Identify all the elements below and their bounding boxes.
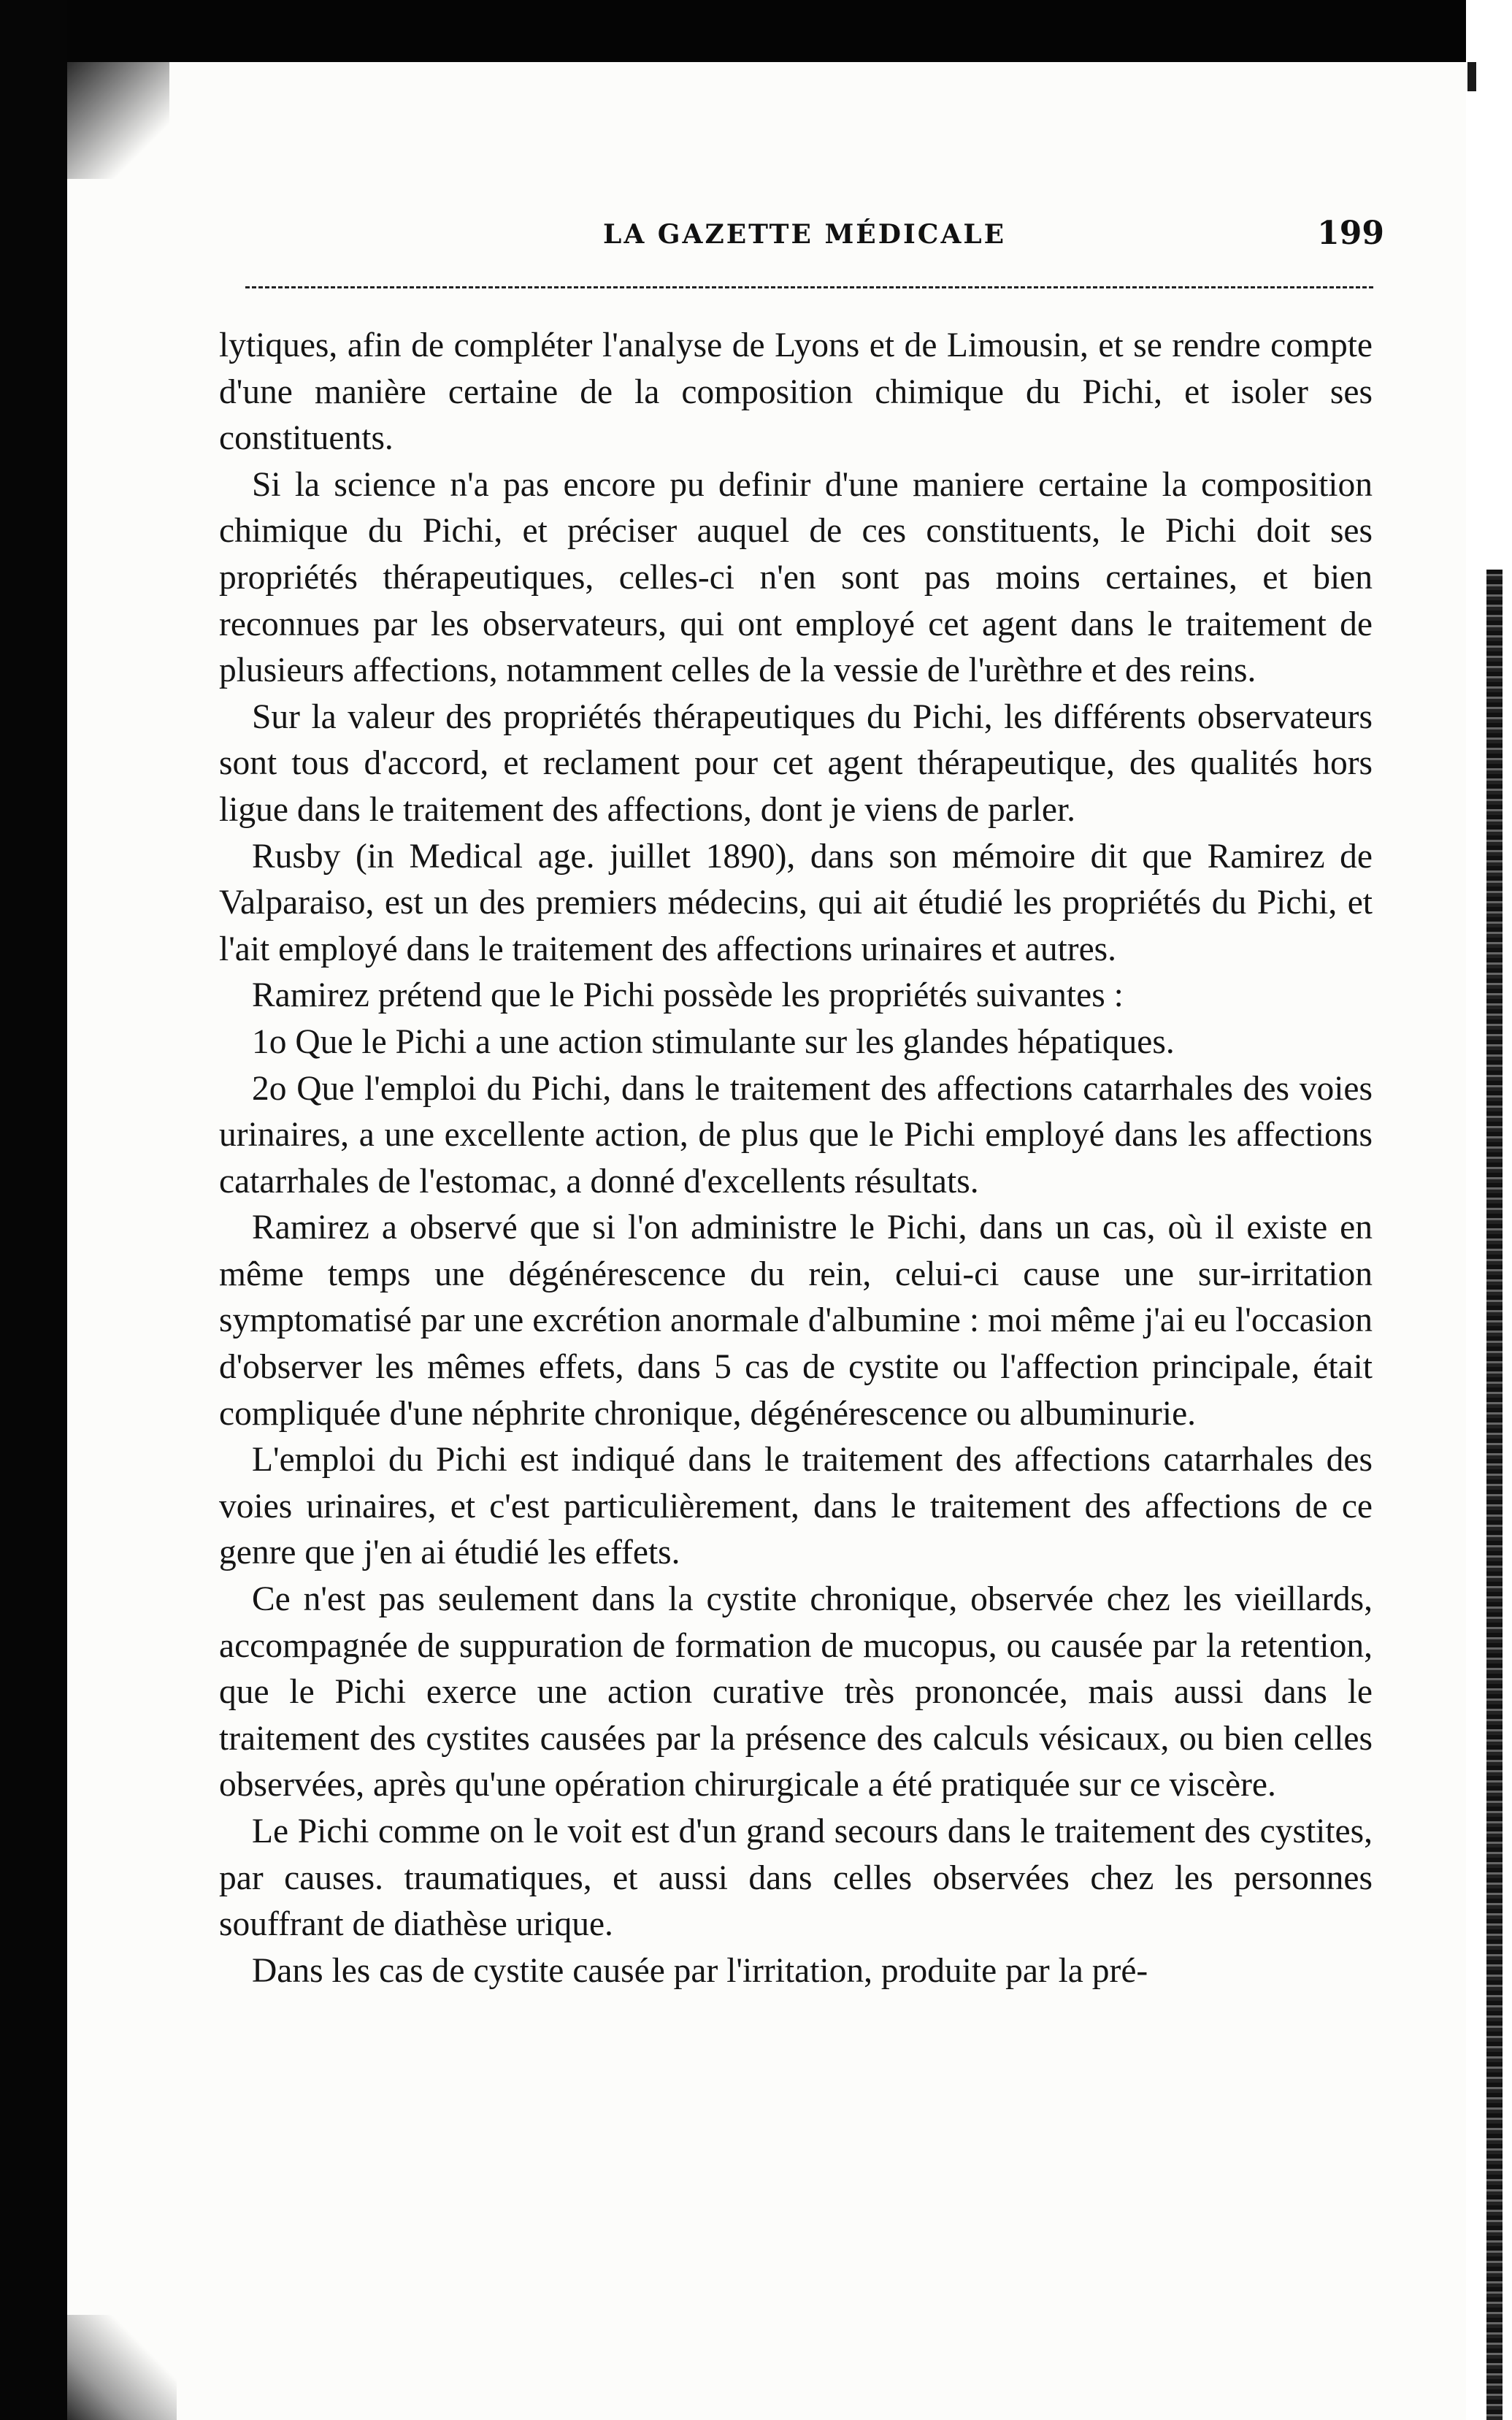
paragraph: 1o Que le Pichi a une action stimulante sur les glandes hépatiques.	[252, 1022, 1175, 1061]
paragraph: Si la science n'a pas encore pu definir d'une maniere certaine la composition chimique du Pichi, et préciser auquel de ces constituents, le Pichi doit ses propriétés thérapeutiques, celles-ci n'en sont pas moins certaines, et bien reconnues par les observateurs, qui ont employé cet agent dans le traitement de plusieurs affections, notamment celles de la vessie de l'urèthre et des reins.	[219, 465, 1373, 690]
paragraph: 2o Que l'emploi du Pichi, dans le traitement des affections catarrhales des voies urinaires, a une excellente action, de plus que le Pichi employé dans les affections catarrhales de l'estomac, a donné d'excellents résultats.	[219, 1069, 1373, 1201]
running-header	[245, 215, 1384, 263]
scan-border-top	[0, 0, 1512, 62]
paragraph: Dans les cas de cystite causée par l'irritation, produite par la pré-	[252, 1951, 1148, 1990]
scan-border-left	[0, 0, 67, 2420]
header-rule	[245, 286, 1373, 288]
article-body	[219, 323, 1373, 1994]
scan-shadow-bottom-left	[67, 2315, 177, 2420]
paragraph: Ce n'est pas seulement dans la cystite chronique, observée chez les vieillards, accompagnée de suppuration de formation de mucopus, ou causée par la retention, que le Pichi exerce une action curative très prononcée, mais aussi dans le traitement des cystites causées par la présence des calculs vésicaux, ou bien celles observées, après qu'une opération chirurgicale a été pratiquée sur ce viscère.	[219, 1580, 1373, 1804]
scan-shadow-top-left	[67, 62, 169, 179]
paragraph: Ramirez a observé que si l'on administre le Pichi, dans un cas, où il existe en même temps une dégénérescence du rein, celui-ci cause une sur-irritation symptomatisé par une excrétion anormale d'albumine : moi même j'ai eu l'occasion d'observer les mêmes effets, dans 5 cas de cystite ou l'affection principale, était compliquée d'une néphrite chronique, dégénérescence ou albuminurie.	[219, 1209, 1373, 1433]
paragraph: lytiques, afin de compléter l'analyse de Lyons et de Limousin, et se rendre compte d'une manière certaine de la composition chimique du Pichi, et isoler ses constituents.	[219, 326, 1373, 458]
paragraph: L'emploi du Pichi est indiqué dans le traitement des affections catarrhales des voies urinaires, et c'est particulièrement, dans le traitement des affections de ce genre que j'en ai étudié les effets.	[219, 1441, 1373, 1572]
paragraph: Rusby (in Medical age. juillet 1890), dans son mémoire dit que Ramirez de Valparaiso, est un des premiers médecins, qui ait étudié les propriétés du Pichi, et l'ait employé dans le traitement des affections urinaires et autres.	[219, 837, 1373, 968]
paragraph: Le Pichi comme on le voit est d'un grand secours dans le traitement des cystites, par causes. traumatiques, et aussi dans celles observées chez les personnes souffrant de diathèse urique.	[219, 1812, 1373, 1944]
journal-title: LA GAZETTE MÉDICALE	[603, 219, 1007, 250]
page-number: 199	[1317, 215, 1384, 252]
paragraph: Ramirez prétend que le Pichi possède les propriétés suivantes :	[252, 976, 1124, 1015]
paragraph: Sur la valeur des propriétés thérapeutiques du Pichi, les différents observateurs sont tous d'accord, et reclament pour cet agent thérapeutique, des qualités hors ligue dans le traitement des affections, dont je viens de parler.	[219, 697, 1373, 829]
scan-edge-right	[1486, 570, 1503, 2420]
scan-edge-mark-top-right	[1467, 62, 1476, 91]
